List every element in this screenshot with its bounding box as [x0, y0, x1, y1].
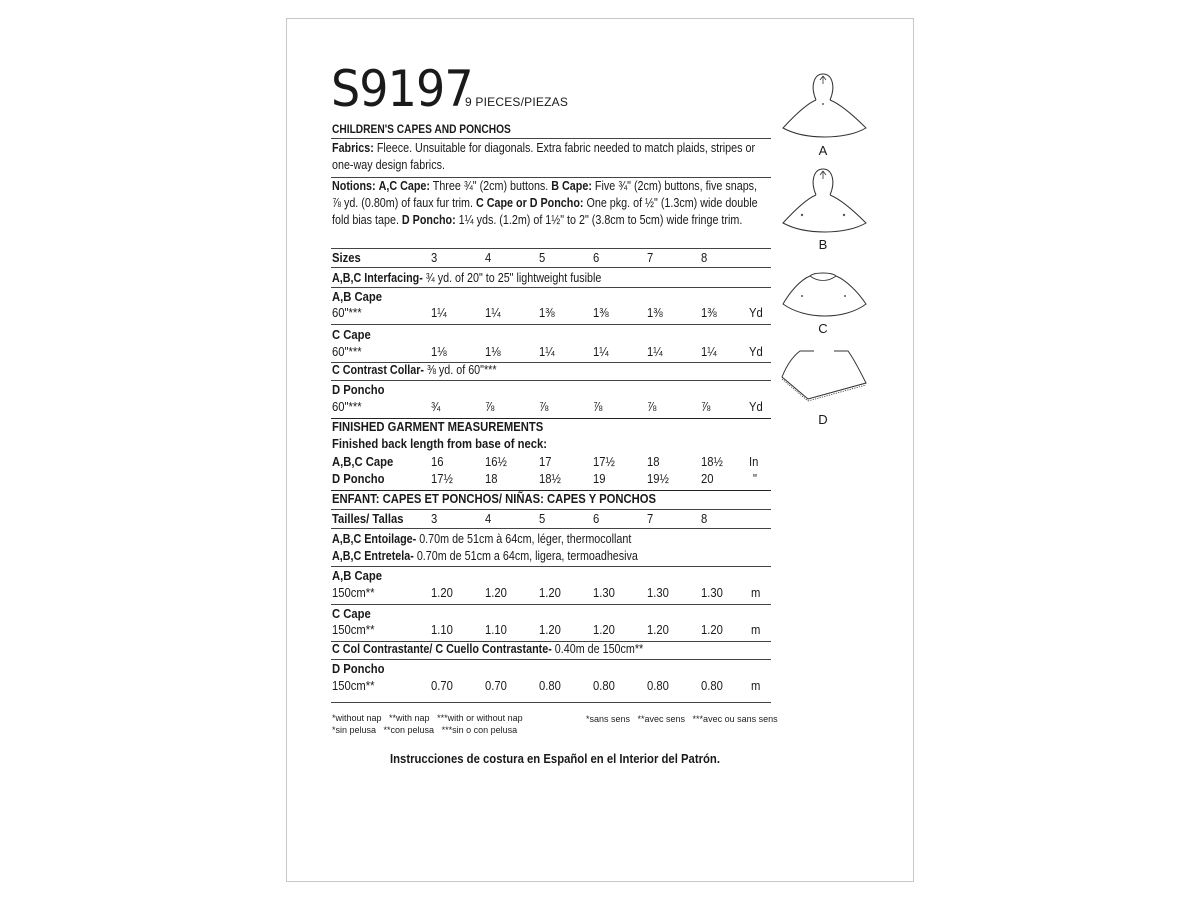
pieces-count: 9 PIECES/PIEZAS — [465, 95, 569, 109]
yardage-cell: 1⅛ — [431, 345, 447, 359]
footnote-en: *without nap **with nap ***with or without nap — [332, 713, 523, 723]
metric-cell: 1.10 — [485, 623, 507, 637]
size-header: 4 — [485, 512, 492, 526]
measure-cell: 18 — [485, 472, 498, 486]
contrast-collar-metric-text: 0.40m de 150cm** — [551, 642, 644, 656]
metric-cell: 0.80 — [701, 679, 723, 693]
size-header: 7 — [647, 512, 654, 526]
size-header: 5 — [539, 251, 546, 265]
metric-cell: 0.80 — [593, 679, 615, 693]
measure-cell: 19½ — [647, 472, 669, 486]
measure-cell: 16 — [431, 455, 444, 469]
yardage-cell: ⅞ — [485, 400, 495, 414]
unit-cell: m — [751, 623, 761, 637]
divider — [331, 509, 771, 510]
row-width: 60"*** — [332, 345, 362, 359]
size-header: 8 — [701, 251, 708, 265]
yardage-cell: ⅞ — [593, 400, 603, 414]
measure-cell: 19 — [593, 472, 606, 486]
view-label: D — [818, 412, 828, 427]
unit-cell: Yd — [749, 400, 763, 414]
notions-part-label: A,C Cape: — [378, 179, 430, 193]
interfacing-label: A,B,C Interfacing- — [332, 271, 423, 285]
divider — [331, 490, 771, 491]
row-width: 150cm** — [332, 586, 375, 600]
footnote-es: *sin pelusa **con pelusa ***sin o con pelusa — [332, 725, 518, 735]
fabrics-label: Fabrics: — [332, 141, 374, 155]
yardage-cell: ¾ — [431, 400, 441, 414]
measurements-title: FINISHED GARMENT MEASUREMENTS — [332, 420, 544, 434]
measure-cell: 17 — [539, 455, 552, 469]
interfacing-es-label: A,B,C Entretela- — [332, 549, 414, 563]
view-label: C — [818, 321, 828, 336]
size-header: 5 — [539, 512, 546, 526]
notions-part-label: C Cape or D Poncho: — [475, 196, 584, 210]
metric-cell: 1.20 — [593, 623, 615, 637]
size-header: 6 — [593, 512, 600, 526]
divider — [331, 566, 771, 567]
sizes-label: Sizes — [332, 251, 361, 265]
divider — [331, 380, 771, 381]
size-header: 6 — [593, 251, 600, 265]
view-c-cape-sketch — [780, 268, 870, 323]
notions-part-text: 1¼ yds. (1.2m) of 1½" to 2" (3.8cm to 5cm) wide fringe trim. — [455, 213, 743, 227]
metric-title: ENFANT: CAPES ET PONCHOS/ NIÑAS: CAPES Y PONCHOS — [332, 492, 657, 506]
measure-cell: 17½ — [593, 455, 615, 469]
measure-cell: 18 — [647, 455, 660, 469]
notions-part-label: B Cape: — [551, 179, 592, 193]
row-name: A,B Cape — [332, 569, 383, 583]
row-name: D Poncho — [332, 662, 385, 676]
size-header: 4 — [485, 251, 492, 265]
fabrics-text: Fleece. Unsuitable for diagonals. Extra fabric needed to match plaids, stripes or one-way design fabrics. — [332, 141, 756, 172]
unit-cell: m — [751, 679, 761, 693]
row-width: 150cm** — [332, 679, 375, 693]
yardage-cell: 1⅜ — [539, 306, 555, 320]
notions-part-label: D Poncho: — [401, 213, 456, 227]
yardage-cell: 1⅜ — [593, 306, 609, 320]
yardage-cell: 1⅜ — [701, 306, 717, 320]
metric-cell: 1.30 — [701, 586, 723, 600]
interfacing-fr-row — [332, 531, 631, 548]
metric-cell: 1.20 — [647, 623, 669, 637]
divider — [331, 138, 771, 139]
measure-cell: 16½ — [485, 455, 507, 469]
divider — [331, 324, 771, 325]
metric-cell: 0.80 — [539, 679, 561, 693]
divider — [331, 287, 771, 288]
metric-cell: 0.70 — [431, 679, 453, 693]
view-d-poncho-sketch — [778, 345, 870, 407]
view-a-cape-sketch — [780, 70, 870, 140]
metric-cell: 1.30 — [593, 586, 615, 600]
yardage-cell: 1¼ — [647, 345, 663, 359]
divider — [331, 604, 771, 605]
footnote-fr: *sans sens **avec sens ***avec ou sans sens — [586, 714, 778, 724]
unit-cell: In — [749, 455, 759, 469]
row-name: C Cape — [332, 607, 371, 621]
unit-cell: Yd — [749, 345, 763, 359]
view-label: A — [818, 143, 828, 158]
metric-cell: 1.20 — [539, 586, 561, 600]
divider — [331, 248, 771, 249]
sizes-label: Tailles/ Tallas — [332, 512, 404, 526]
unit-cell: Yd — [749, 306, 763, 320]
divider — [331, 267, 771, 268]
row-name: C Cape — [332, 328, 371, 342]
unit-cell: " — [753, 472, 757, 486]
interfacing-row — [332, 270, 601, 287]
size-header: 3 — [431, 512, 438, 526]
metric-cell: 1.20 — [431, 586, 453, 600]
metric-cell: 0.70 — [485, 679, 507, 693]
contrast-collar-label: C Contrast Collar- — [332, 363, 424, 377]
measure-cell: 18½ — [539, 472, 561, 486]
pattern-number: S9197 — [331, 60, 473, 118]
interfacing-es-row — [332, 548, 638, 565]
divider — [331, 659, 771, 660]
contrast-collar-metric-label: C Col Contrastante/ C Cuello Contrastante- — [332, 642, 552, 656]
row-name: D Poncho — [332, 383, 385, 397]
notions-part-text: One pkg. of ½" (1.3cm) wide double fold bias tape. — [332, 196, 758, 227]
metric-cell: 1.30 — [647, 586, 669, 600]
measure-cell: 17½ — [431, 472, 453, 486]
size-header: 7 — [647, 251, 654, 265]
notions-part-text: Five ¾" (2cm) buttons, five snaps, ⅞ yd. (0.80m) of faux fur trim. — [332, 179, 758, 210]
row-width: 60"*** — [332, 400, 362, 414]
contrast-collar-text: ⅜ yd. of 60"*** — [423, 363, 497, 377]
interfacing-fr-text: 0.70m de 51cm à 64cm, léger, thermocollant — [416, 532, 632, 546]
row-width: 150cm** — [332, 623, 375, 637]
yardage-cell: 1¼ — [539, 345, 555, 359]
measure-cell: 20 — [701, 472, 714, 486]
view-label: B — [818, 237, 828, 252]
row-width: 60"*** — [332, 306, 362, 320]
yardage-cell: 1¼ — [593, 345, 609, 359]
yardage-cell: 1⅛ — [485, 345, 501, 359]
yardage-cell: ⅞ — [539, 400, 549, 414]
divider — [331, 702, 771, 703]
yardage-cell: 1⅜ — [647, 306, 663, 320]
yardage-cell: 1¼ — [431, 306, 447, 320]
measure-cell: 18½ — [701, 455, 723, 469]
metric-cell: 0.80 — [647, 679, 669, 693]
metric-cell: 1.20 — [539, 623, 561, 637]
size-header: 8 — [701, 512, 708, 526]
row-name: A,B Cape — [332, 290, 383, 304]
yardage-cell: ⅞ — [647, 400, 657, 414]
contrast-collar-metric-row — [332, 641, 643, 658]
interfacing-text: ¾ yd. of 20" to 25" lightweight fusible — [422, 271, 602, 285]
fabrics-paragraph — [332, 140, 766, 174]
divider — [331, 528, 771, 529]
row-name: D Poncho — [332, 472, 385, 486]
metric-cell: 1.20 — [485, 586, 507, 600]
pattern-title: CHILDREN'S CAPES AND PONCHOS — [332, 122, 511, 136]
notions-paragraph — [332, 178, 766, 229]
yardage-cell: ⅞ — [701, 400, 711, 414]
divider — [331, 418, 771, 419]
spanish-instructions-note: Instrucciones de costura en Español en el Interior del Patrón. — [390, 751, 720, 766]
row-name: A,B,C Cape — [332, 455, 394, 469]
notions-part-text: Three ¾" (2cm) buttons. — [429, 179, 552, 193]
notions-label: Notions: — [332, 179, 376, 193]
contrast-collar-row — [332, 362, 497, 379]
measurements-subtitle: Finished back length from base of neck: — [332, 437, 548, 451]
interfacing-fr-label: A,B,C Entoilage- — [332, 532, 417, 546]
interfacing-es-text: 0.70m de 51cm a 64cm, ligera, termoadhesiva — [413, 549, 638, 563]
metric-cell: 1.10 — [431, 623, 453, 637]
yardage-cell: 1¼ — [701, 345, 717, 359]
metric-cell: 1.20 — [701, 623, 723, 637]
yardage-cell: 1¼ — [485, 306, 501, 320]
unit-cell: m — [751, 586, 761, 600]
view-b-cape-sketch — [780, 165, 870, 235]
size-header: 3 — [431, 251, 438, 265]
